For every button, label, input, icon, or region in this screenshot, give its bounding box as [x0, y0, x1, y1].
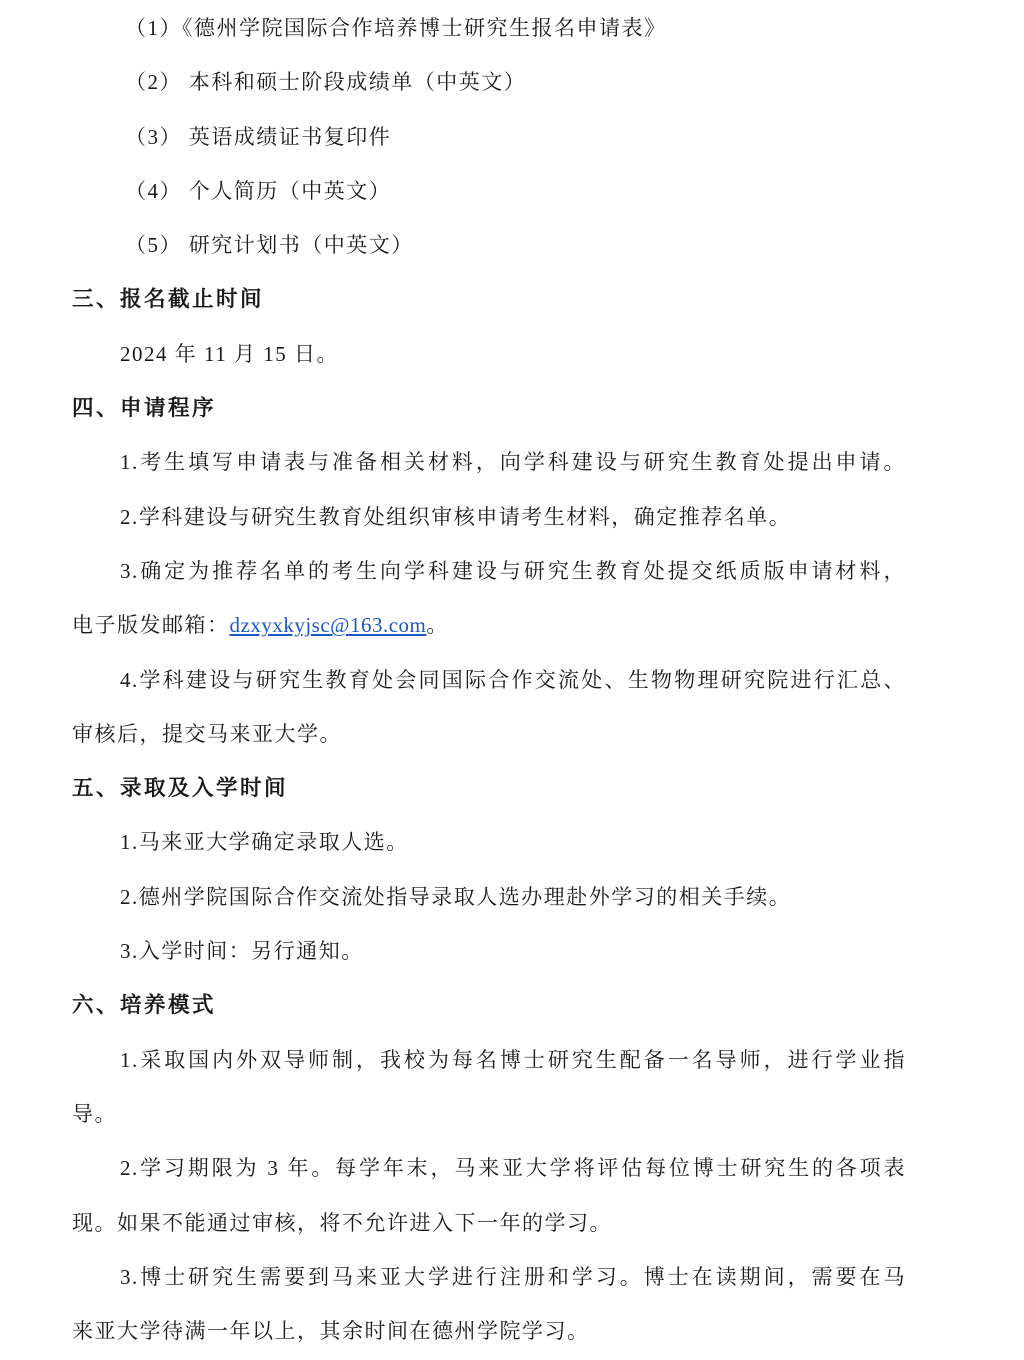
section-4-heading: 四、申请程序: [72, 396, 217, 421]
application-step-4-line-1: 4.学科建设与研究生教育处会同国际合作交流处、生物物理研究院进行汇总、: [120, 667, 906, 692]
training-para-3-line-2: 来亚大学待满一年以上，其余时间在德州学院学习。: [72, 1319, 590, 1344]
application-step-3-line-2: [72, 598, 906, 652]
attachment-item-2: （2） 本科和硕士阶段成绩单（中英文）: [125, 70, 527, 95]
section-6-heading: 六、培养模式: [72, 993, 217, 1018]
application-step-1: 1.考生填写申请表与准备相关材料，向学科建设与研究生教育处提出申请。: [120, 450, 906, 475]
admission-step-2: 2.德州学院国际合作交流处指导录取人选办理赴外学习的相关手续。: [120, 884, 792, 909]
application-step-3-line-1: 3.确定为推荐名单的考生向学科建设与研究生教育处提交纸质版申请材料，: [120, 558, 906, 583]
attachment-item-5: （5） 研究计划书（中英文）: [125, 233, 414, 258]
training-para-2-line-1: 2.学习期限为 3 年。每学年末，马来亚大学将评估每位博士研究生的各项表: [120, 1156, 906, 1181]
attachment-item-1: （1）《德州学院国际合作培养博士研究生报名申请表》: [125, 16, 667, 40]
section-5-heading: 五、录取及入学时间: [72, 776, 289, 801]
section-3-heading: 三、报名截止时间: [72, 287, 265, 312]
admission-step-1: 1.马来亚大学确定录取人选。: [120, 830, 409, 855]
training-para-1-line-2: 导。: [72, 1101, 117, 1126]
email-line-period: 。: [426, 613, 449, 638]
training-para-3-line-1: 3.博士研究生需要到马来亚大学进行注册和学习。博士在读期间，需要在马: [120, 1264, 906, 1289]
attachment-item-4: （4） 个人简历（中英文）: [125, 178, 392, 203]
application-step-4-line-2: 审核后，提交马来亚大学。: [72, 721, 342, 746]
attachment-item-3: （3） 英语成绩证书复印件: [125, 124, 392, 149]
email-link[interactable]: dzxyxkyjsc@163.com: [229, 613, 427, 638]
admission-step-3: 3.入学时间：另行通知。: [120, 939, 364, 964]
training-para-1-line-1: 1.采取国内外双导师制，我校为每名博士研究生配备一名导师，进行学业指: [120, 1047, 906, 1072]
application-step-2: 2.学科建设与研究生教育处组织审核申请考生材料，确定推荐名单。: [120, 504, 792, 529]
training-para-2-line-2: 现。如果不能通过审核，将不允许进入下一年的学习。: [72, 1210, 612, 1235]
email-label: 电子版发邮箱：: [72, 613, 230, 638]
deadline-date: 2024 年 11 月 15 日。: [120, 341, 339, 366]
